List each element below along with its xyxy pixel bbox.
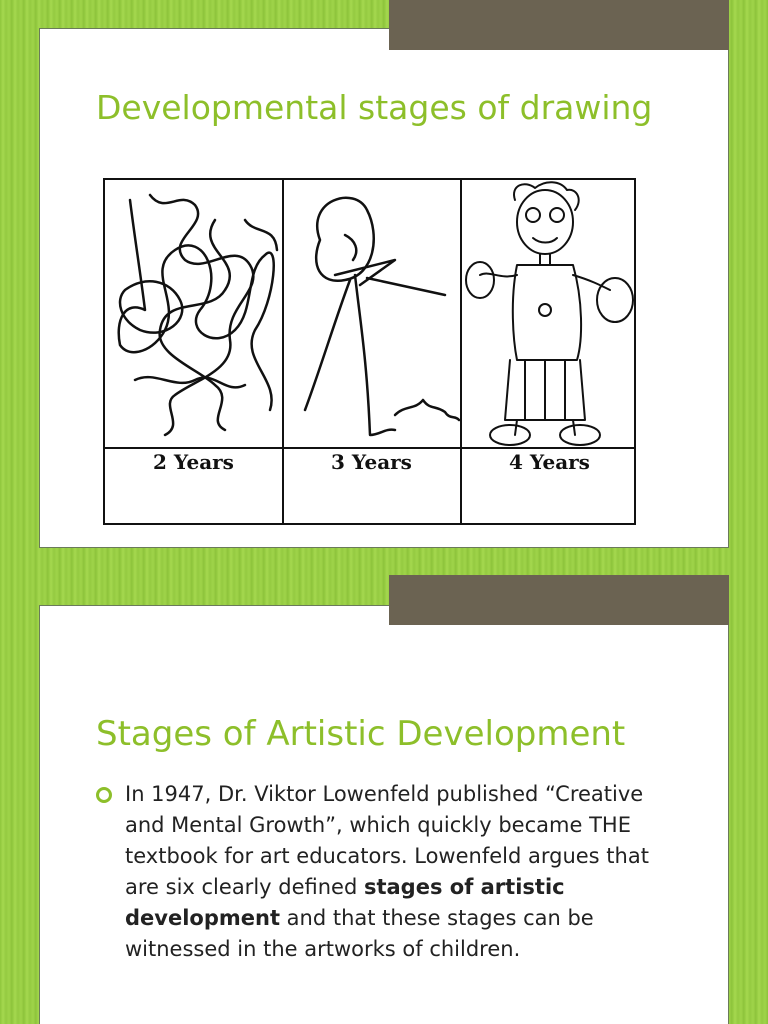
slide-2-header-tab [389, 575, 729, 625]
scribble-2-years [119, 195, 277, 435]
age-label-2-years: 2 Years [153, 450, 234, 474]
slide-1-header-tab [389, 0, 729, 50]
bullet-text-bold: stages of artistic development [125, 875, 565, 930]
bullet-circle-icon [96, 787, 112, 803]
bullet-text-start: In 1947, Dr. Viktor Lowenfeld published “Creative and Mental Growth”, which quickly became THE textbook for art educators. Lowenfeld argues that are six clearly defined [125, 782, 649, 899]
bullet-text [125, 779, 656, 965]
slide-1-title: Developmental stages of drawing [96, 88, 653, 127]
bullet-item [96, 779, 656, 965]
age-label-4-years: 4 Years [509, 450, 590, 474]
slide-2 [0, 575, 768, 1024]
slide-2-title: Stages of Artistic Development [96, 714, 626, 754]
tadpole-figure-3-years [305, 198, 459, 435]
person-figure-4-years [466, 182, 633, 445]
age-label-3-years: 3 Years [331, 450, 412, 474]
drawing-stages-figure [103, 178, 636, 525]
bullet-text-end: and that these stages can be witnessed in the artworks of children. [125, 906, 594, 961]
